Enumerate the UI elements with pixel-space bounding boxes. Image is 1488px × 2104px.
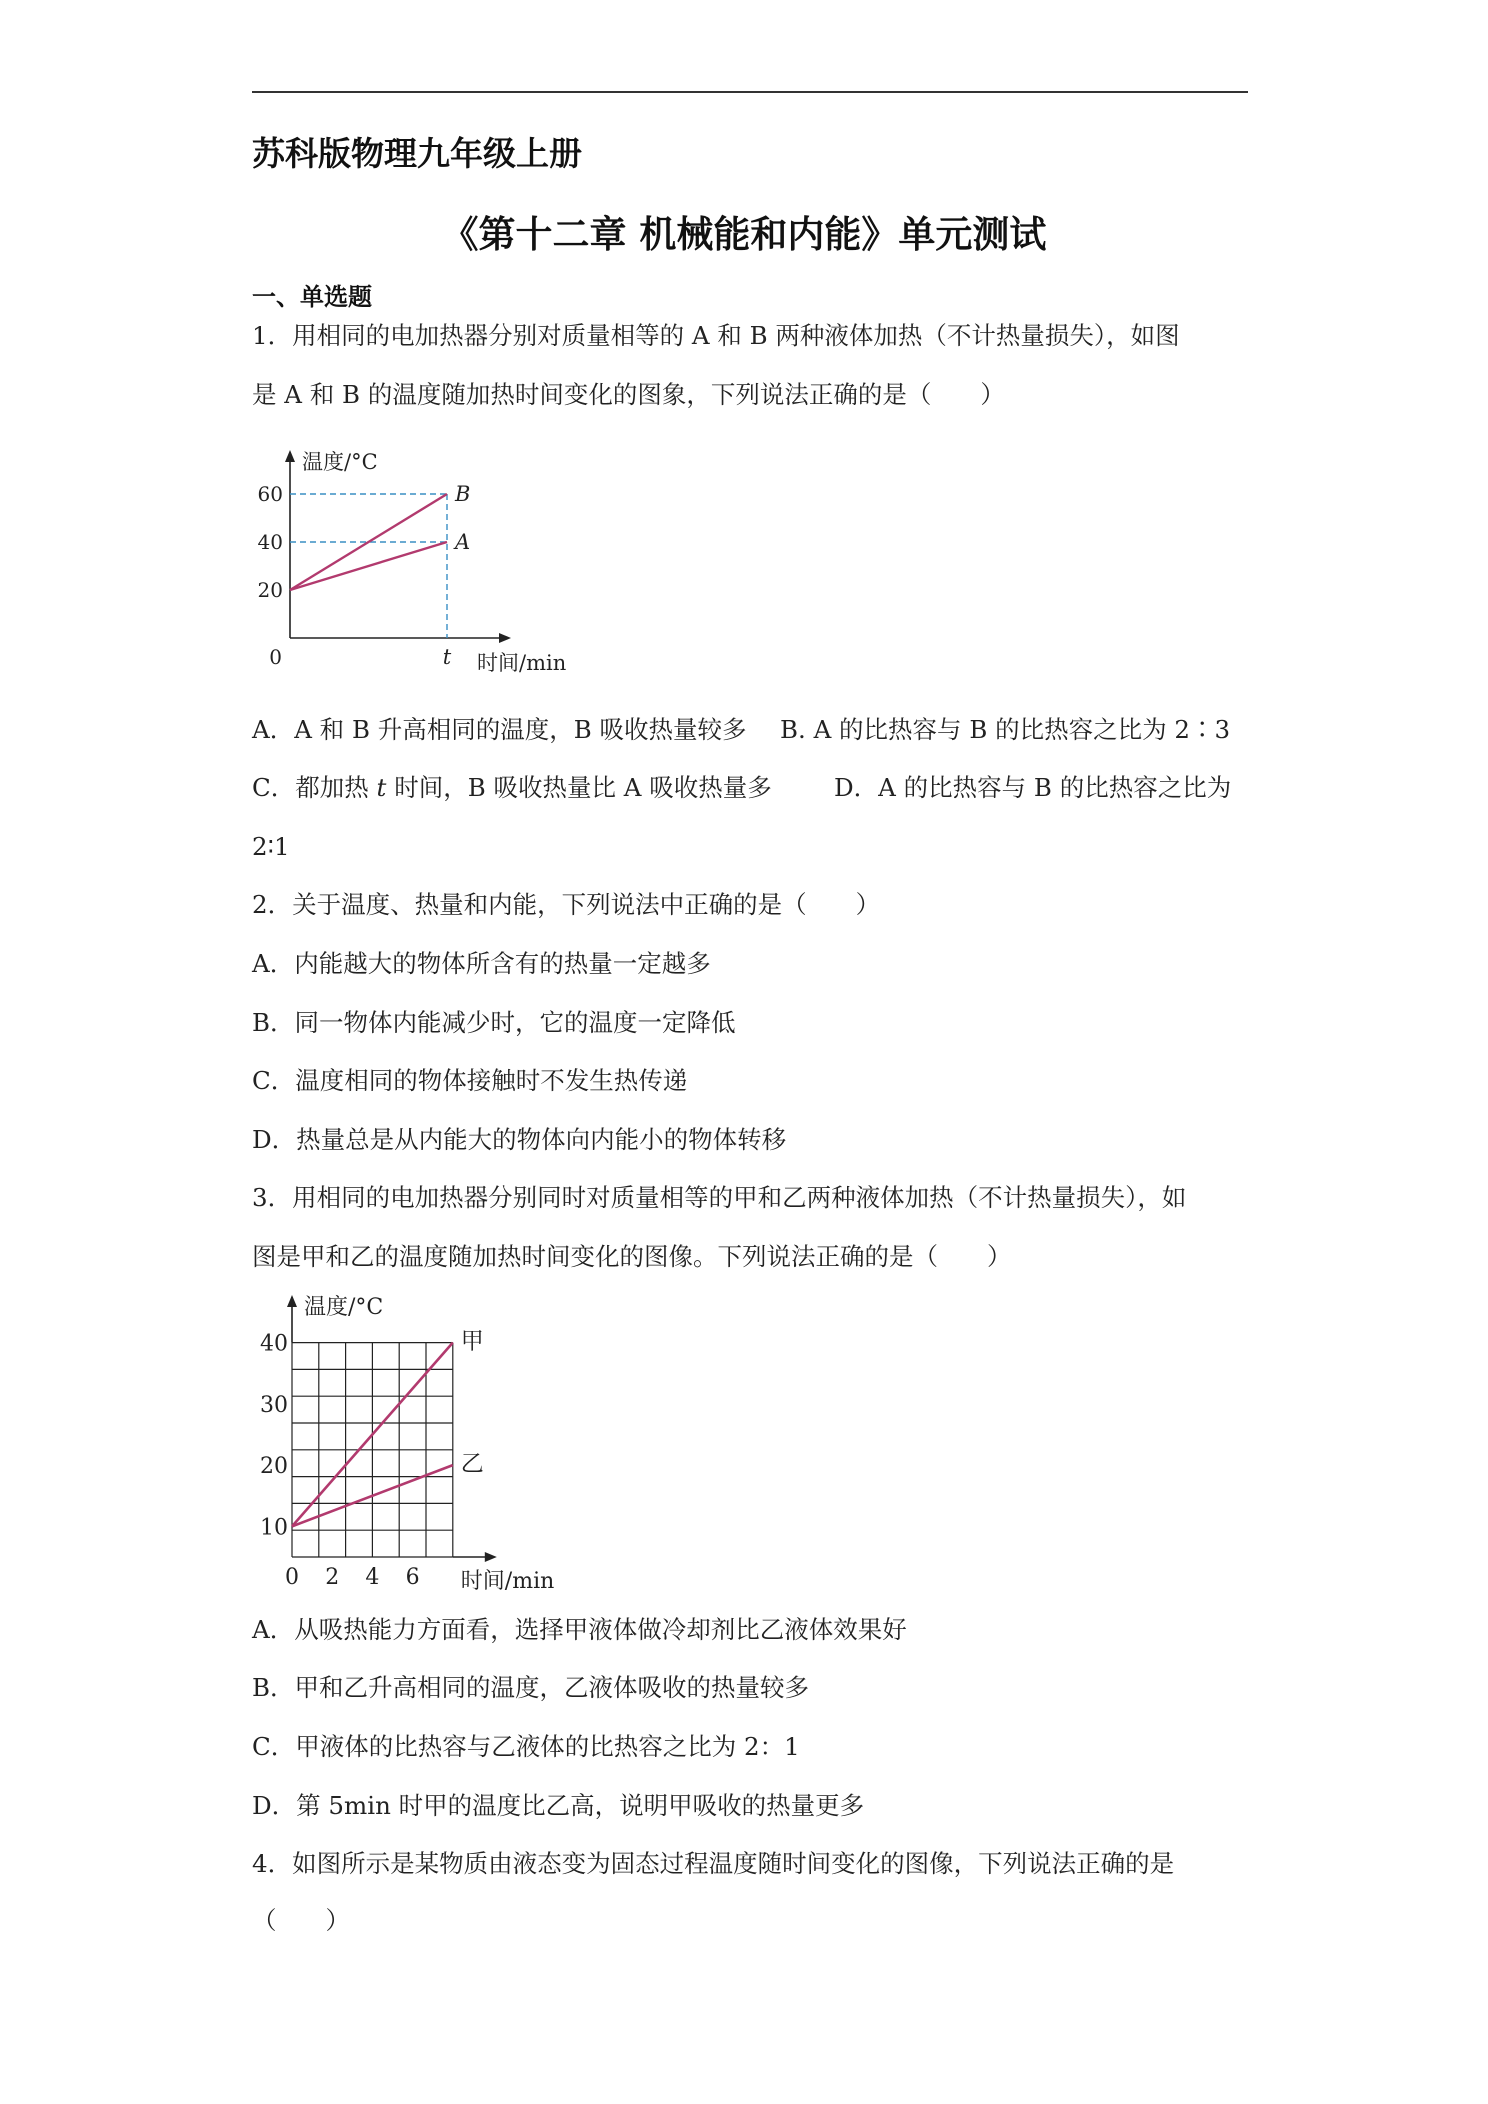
origin-label: 0 xyxy=(269,645,282,669)
x-axis-arrow xyxy=(485,1552,497,1562)
series-label-甲: 甲 xyxy=(460,1328,484,1355)
q4-stem-line2: （ ） xyxy=(252,1906,350,1935)
x-axis-arrow xyxy=(499,633,511,643)
q1-stem-line1: 1．用相同的电加热器分别对质量相等的 A 和 B 两种液体加热（不计热量损失），如图 xyxy=(252,321,1180,350)
q1-option-c xyxy=(252,773,772,803)
q2-option-b: B．同一物体内能减少时，它的温度一定降低 xyxy=(252,1008,736,1037)
chart-1 xyxy=(245,440,585,680)
q2-stem: 2．关于温度、热量和内能，下列说法中正确的是（ ） xyxy=(252,890,881,919)
y-axis-arrow xyxy=(287,1295,297,1307)
q3-option-b: B．甲和乙升高相同的温度，乙液体吸收的热量较多 xyxy=(252,1673,810,1702)
header-rule xyxy=(252,91,1248,93)
q1-option-d: D．A 的比热容与 B 的比热容之比为 xyxy=(834,773,1232,802)
q3-stem-line2: 图是甲和乙的温度随加热时间变化的图像。下列说法正确的是（ ） xyxy=(252,1242,1012,1271)
q1-option-b: B. A 的比热容与 B 的比热容之比为 2∶3 xyxy=(780,715,1231,744)
x-axis-label: 时间/min xyxy=(477,651,567,675)
series-label-乙: 乙 xyxy=(460,1451,484,1478)
y-tick-label-40: 40 xyxy=(257,530,283,554)
q4-stem-line1: 4．如图所示是某物质由液态变为固态过程温度随时间变化的图像，下列说法正确的是 xyxy=(252,1849,1175,1878)
y-tick-label-60: 60 xyxy=(257,482,283,506)
y-axis-label: 温度/°C xyxy=(302,450,378,474)
q3-option-a: A．从吸热能力方面看，选择甲液体做冷却剂比乙液体效果好 xyxy=(252,1615,907,1644)
q3-option-c: C．甲液体的比热容与乙液体的比热容之比为 2：1 xyxy=(252,1732,800,1761)
q1-option-c-var: t xyxy=(376,773,387,802)
x-tick-label-4: 4 xyxy=(365,1565,380,1590)
q2-option-c: C．温度相同的物体接触时不发生热传递 xyxy=(252,1066,688,1095)
y-axis-arrow xyxy=(285,450,295,462)
q2-option-d: D．热量总是从内能大的物体向内能小的物体转移 xyxy=(252,1125,787,1154)
y-tick-label-20: 20 xyxy=(260,1454,288,1480)
y-axis-label: 温度/°C xyxy=(304,1295,384,1320)
q1-option-c-suffix: 时间，B 吸收热量比 A 吸收热量多 xyxy=(386,773,772,802)
q1-stem-line2: 是 A 和 B 的温度随加热时间变化的图象，下列说法正确的是（ ） xyxy=(252,380,1005,409)
x-tick-label-t: t xyxy=(442,645,452,669)
page-title: 《第十二章 机械能和内能》单元测试 xyxy=(441,213,1047,256)
publisher-line: 苏科版物理九年级上册 xyxy=(252,134,582,173)
x-tick-label-0: 0 xyxy=(285,1565,299,1590)
x-axis-label: 时间/min xyxy=(460,1569,555,1594)
q1-option-d-cont: 2∶1 xyxy=(252,832,290,861)
x-tick-label-6: 6 xyxy=(405,1565,420,1590)
y-tick-label-20: 20 xyxy=(257,578,283,602)
y-tick-label-10: 10 xyxy=(260,1515,288,1541)
series-label-B: B xyxy=(455,482,471,506)
x-tick-label-2: 2 xyxy=(325,1565,340,1590)
q2-option-a: A．内能越大的物体所含有的热量一定越多 xyxy=(252,949,711,978)
y-tick-label-30: 30 xyxy=(260,1392,288,1418)
q3-stem-line1: 3．用相同的电加热器分别同时对质量相等的甲和乙两种液体加热（不计热量损失），如 xyxy=(252,1183,1187,1212)
y-tick-label-40: 40 xyxy=(260,1331,288,1357)
q3-option-d: D．第 5min 时甲的温度比乙高，说明甲吸收的热量更多 xyxy=(252,1791,865,1820)
chart-2 xyxy=(240,1283,620,1613)
q1-option-c-prefix: C．都加热 xyxy=(252,773,377,802)
q1-option-a: A．A 和 B 升高相同的温度，B 吸收热量较多 xyxy=(252,715,747,744)
section-heading: 一、单选题 xyxy=(252,283,372,311)
series-line-A xyxy=(290,542,447,590)
series-label-A: A xyxy=(455,530,471,554)
